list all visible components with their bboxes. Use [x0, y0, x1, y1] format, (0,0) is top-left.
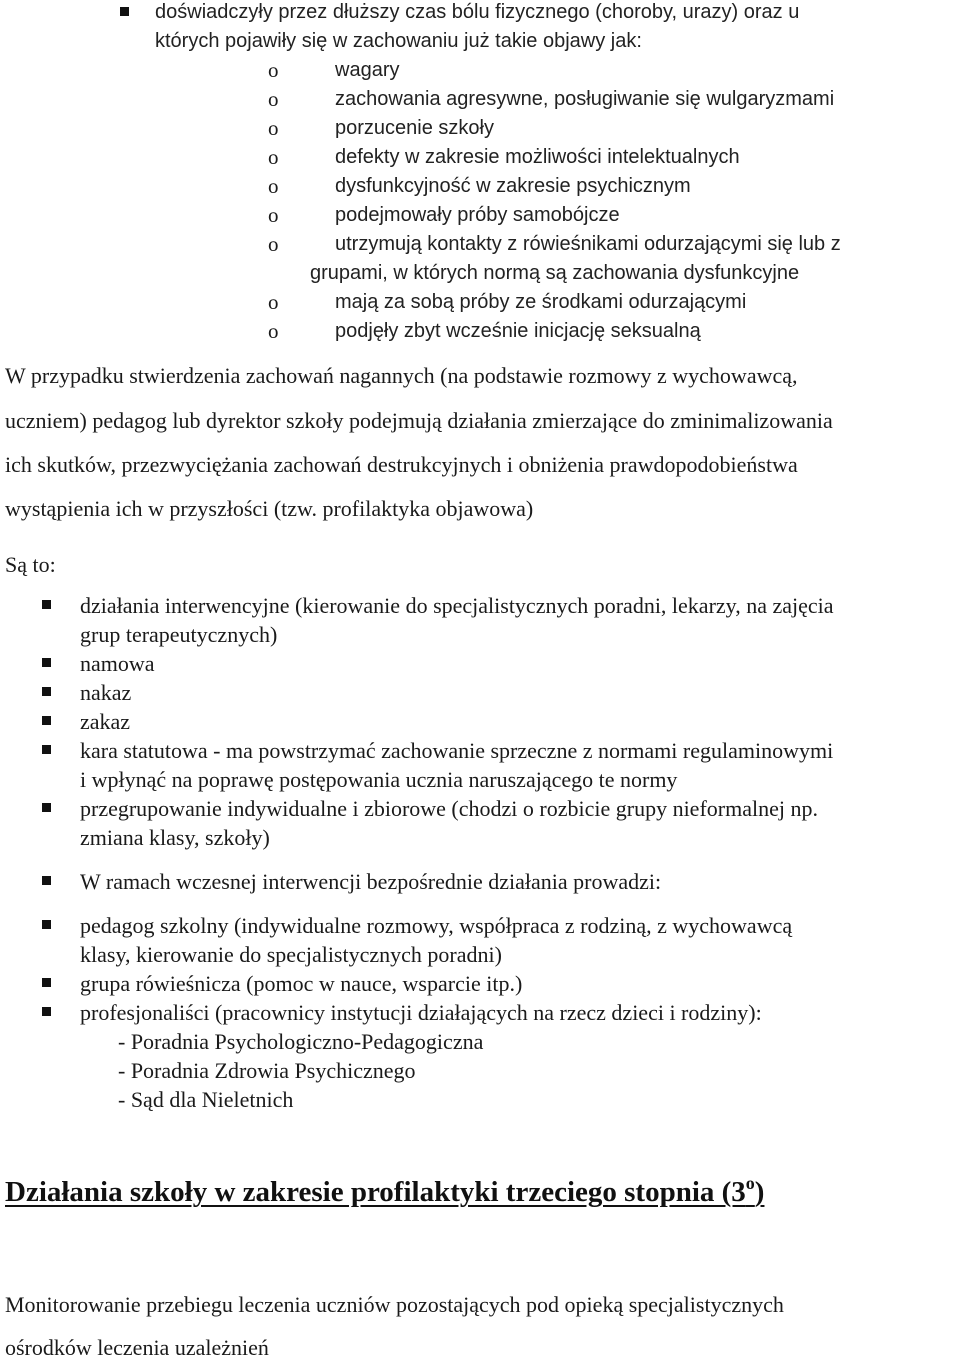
action-item: nakaz: [80, 680, 132, 705]
paragraph-line: ich skutków, przezwyciężania zachowań destrukcyjnych i obniżenia prawdopodobieństwa: [5, 452, 798, 477]
intro-line-2: których pojawiły się w zachowaniu już takie objawy jak:: [155, 30, 642, 52]
monitoring-line-1: Monitorowanie przebiegu leczenia uczniów pozostających pod opieką specjalistycznych: [5, 1292, 784, 1317]
circle-bullet-icon: o: [268, 145, 279, 169]
square-bullet-icon: [42, 1007, 51, 1016]
paragraph-line: W przypadku stwierdzenia zachowań nagannych (na podstawie rozmowy z wychowawcą,: [5, 363, 798, 388]
square-bullet-icon: [42, 716, 51, 725]
square-bullet-icon: [42, 803, 51, 812]
circle-bullet-icon: o: [268, 174, 279, 198]
list-item: porzucenie szkoły: [335, 117, 494, 139]
action-item-continuation: i wpłynąć na poprawę postępowania ucznia naruszającego te normy: [80, 767, 678, 792]
square-bullet-icon: [120, 7, 129, 16]
circle-bullet-icon: o: [268, 116, 279, 140]
institution-item: - Sąd dla Nieletnich: [118, 1087, 294, 1112]
list-item: utrzymują kontakty z rówieśnikami odurzającymi się lub z: [335, 233, 841, 255]
list-item: wagary: [335, 59, 400, 81]
list-item: podejmowały próby samobójcze: [335, 204, 620, 226]
action-item: przegrupowanie indywidualne i zbiorowe (chodzi o rozbicie grupy nieformalnej np.: [80, 796, 818, 821]
early-intervention-heading: W ramach wczesnej interwencji bezpośrednie działania prowadzi:: [80, 869, 662, 894]
action-item-continuation: grup terapeutycznych): [80, 622, 278, 647]
intervention-item: grupa rówieśnicza (pomoc w nauce, wsparcie itp.): [80, 971, 523, 996]
list-item: dysfunkcyjność w zakresie psychicznym: [335, 175, 691, 197]
sa-to-label: Są to:: [5, 552, 56, 577]
square-bullet-icon: [42, 745, 51, 754]
monitoring-line-2: ośrodków leczenia uzależnień: [5, 1335, 269, 1360]
action-item: namowa: [80, 651, 155, 676]
institution-item: - Poradnia Zdrowia Psychicznego: [118, 1058, 416, 1083]
square-bullet-icon: [42, 658, 51, 667]
list-item: zachowania agresywne, posługiwanie się wulgaryzmami: [335, 88, 835, 110]
square-bullet-icon: [42, 600, 51, 609]
intervention-item: profesjonaliści (pracownicy instytucji działających na rzecz dzieci i rodziny):: [80, 1000, 762, 1025]
intro-line-1: doświadczyły przez dłuższy czas bólu fizycznego (choroby, urazy) oraz u: [155, 1, 800, 23]
section-heading-superscript: o: [745, 1173, 755, 1193]
square-bullet-icon: [42, 876, 51, 885]
section-heading-close: ): [754, 1176, 765, 1208]
action-item: zakaz: [80, 709, 131, 734]
circle-bullet-icon: o: [268, 58, 279, 82]
circle-bullet-icon: o: [268, 232, 279, 256]
list-item-continuation: grupami, w których normą są zachowania dysfunkcyjne: [310, 262, 800, 284]
list-item: defekty w zakresie możliwości intelektualnych: [335, 146, 740, 168]
section-heading-text: Działania szkoły w zakresie profilaktyki trzeciego stopnia (3: [5, 1176, 746, 1208]
action-item-continuation: zmiana klasy, szkoły): [80, 825, 270, 850]
circle-bullet-icon: o: [268, 290, 279, 314]
action-item: działania interwencyjne (kierowanie do specjalistycznych poradni, lekarzy, na zajęcia: [80, 593, 834, 618]
list-item: mają za sobą próby ze środkami odurzającymi: [335, 291, 747, 313]
intervention-item: pedagog szkolny (indywidualne rozmowy, współpraca z rodziną, z wychowawcą: [80, 913, 793, 938]
circle-bullet-icon: o: [268, 319, 279, 343]
section-heading: [5, 1173, 764, 1209]
institution-item: - Poradnia Psychologiczno-Pedagogiczna: [118, 1029, 484, 1054]
intervention-item-continuation: klasy, kierowanie do specjalistycznych poradni): [80, 942, 502, 967]
action-item: kara statutowa - ma powstrzymać zachowanie sprzeczne z normami regulaminowymi: [80, 738, 834, 763]
square-bullet-icon: [42, 687, 51, 696]
square-bullet-icon: [42, 978, 51, 987]
paragraph-line: wystąpienia ich w przyszłości (tzw. profilaktyka objawowa): [5, 496, 534, 521]
list-item: podjęły zbyt wcześnie inicjację seksualną: [335, 320, 701, 342]
circle-bullet-icon: o: [268, 87, 279, 111]
square-bullet-icon: [42, 920, 51, 929]
circle-bullet-icon: o: [268, 203, 279, 227]
paragraph-line: uczniem) pedagog lub dyrektor szkoły podejmują działania zmierzające do zminimalizowania: [5, 408, 833, 433]
